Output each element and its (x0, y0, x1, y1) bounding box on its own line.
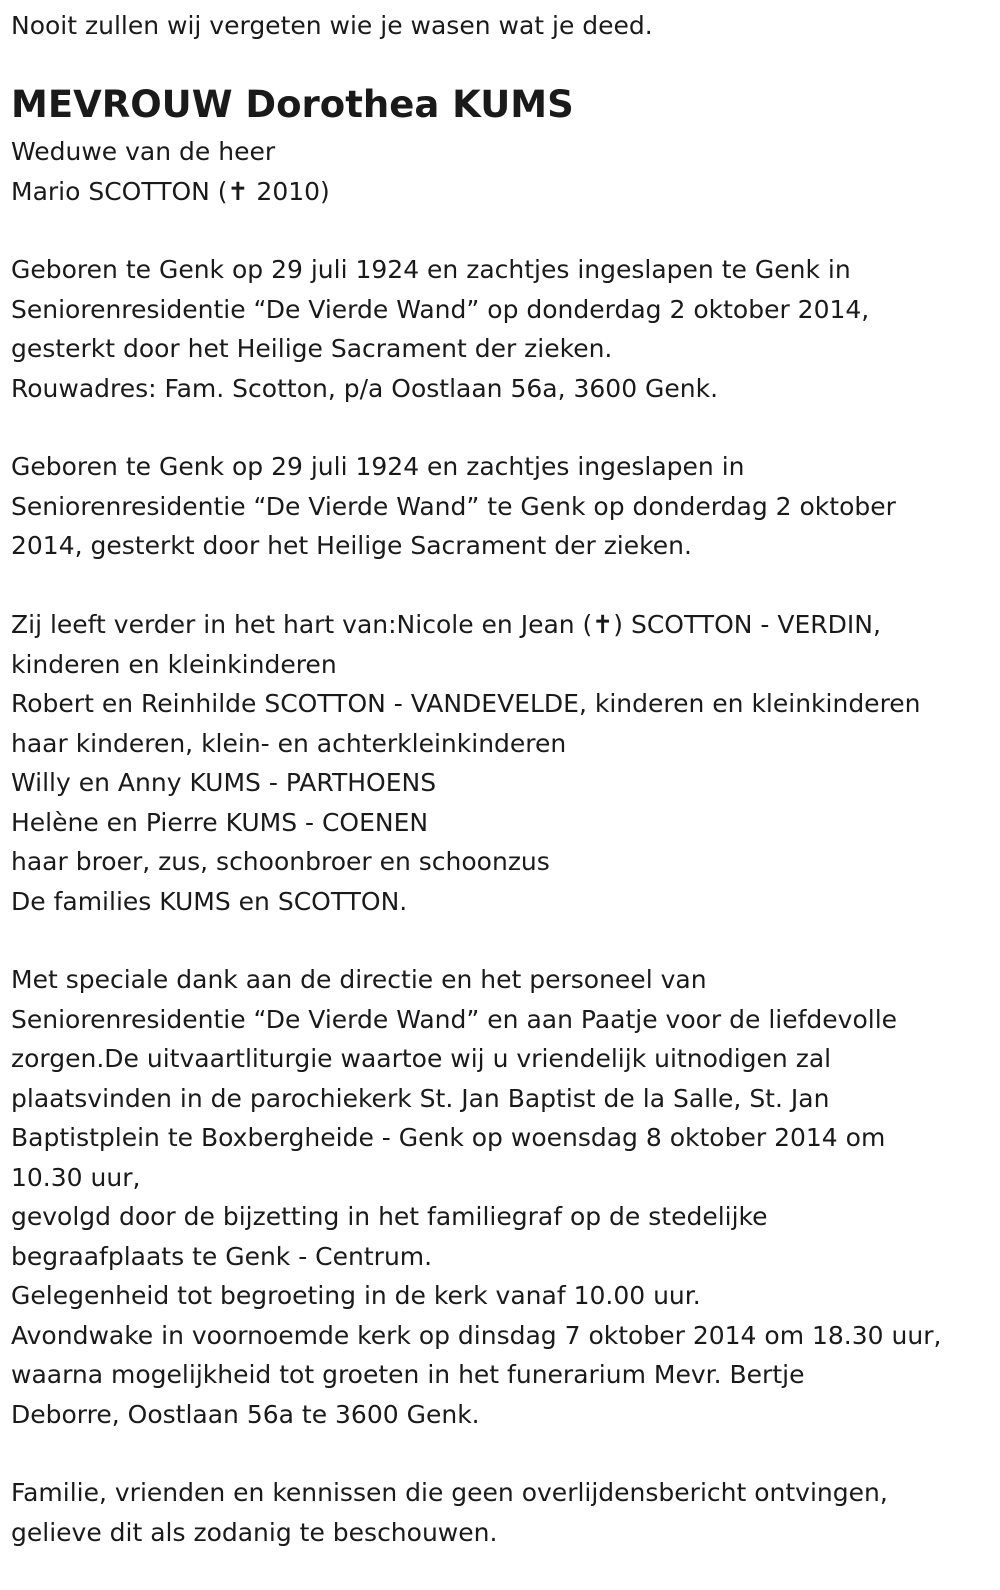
subtitle-line: Weduwe van de heer (11, 137, 276, 166)
family-line: Zij leeft verder in het hart van:Nicole en Jean (✝) SCOTTON - VERDIN, (11, 610, 881, 639)
text-line: begraafplaats te Genk - Centrum. (11, 1241, 433, 1271)
text-line: Baptistplein te Boxbergheide - Genk op woensdag 8 oktober 2014 om (11, 1123, 886, 1152)
family-paragraph (11, 605, 921, 921)
intro-quote: Nooit zullen wij vergeten wie je wasen wat je deed. (11, 11, 653, 40)
text-line: Deborre, Oostlaan 56a te 3600 Genk. (11, 1399, 480, 1429)
family-line: haar broer, zus, schoonbroer en schoonzus (11, 847, 550, 876)
text-line: Geboren te Genk op 29 juli 1924 en zachtjes ingeslapen te Genk in (11, 255, 851, 284)
text-line: Geboren te Genk op 29 juli 1924 en zachtjes ingeslapen in (11, 452, 745, 481)
birth-paragraph-1 (11, 250, 869, 408)
text-line: Seniorenresidentie “De Vierde Wand” en aan Paatje voor de liefdevolle (11, 1004, 898, 1034)
thanks-and-ceremony-paragraph (11, 960, 941, 1434)
family-line: De families KUMS en SCOTTON. (11, 886, 408, 916)
text-line: waarna mogelijkheid tot groeten in het funerarium Mevr. Bertje (11, 1360, 805, 1389)
text-line: 10.30 uur, (11, 1162, 141, 1192)
family-line: Robert en Reinhilde SCOTTON - VANDEVELDE, kinderen en kleinkinderen (11, 689, 921, 718)
family-line: Willy en Anny KUMS - PARTHOENS (11, 768, 437, 797)
mourning-address: Rouwadres: Fam. Scotton, p/a Oostlaan 56a, 3600 Genk. (11, 373, 719, 403)
text-line: gelieve dit als zodanig te beschouwen. (11, 1517, 498, 1547)
birth-paragraph-2 (11, 447, 896, 566)
text-line: 2014, gesterkt door het Heilige Sacrament der zieken. (11, 531, 692, 560)
text-line: Avondwake in voornoemde kerk op dinsdag 7 oktober 2014 om 18.30 uur, (11, 1320, 942, 1350)
family-line: Helène en Pierre KUMS - COENEN (11, 807, 429, 837)
text-line: plaatsvinden in de parochiekerk St. Jan Baptist de la Salle, St. Jan (11, 1083, 830, 1113)
text-line: gesterkt door het Heilige Sacrament der zieken. (11, 334, 613, 363)
text-line: Familie, vrienden en kennissen die geen overlijdensbericht ontvingen, (11, 1478, 888, 1507)
text-line: Seniorenresidentie “De Vierde Wand” op donderdag 2 oktober 2014, (11, 294, 870, 324)
family-line: kinderen en kleinkinderen (11, 649, 337, 679)
family-line: haar kinderen, klein- en achterkleinkinderen (11, 728, 567, 758)
text-line: zorgen.De uitvaartliturgie waartoe wij u vriendelijk uitnodigen zal (11, 1044, 832, 1073)
text-line: Met speciale dank aan de directie en het personeel van (11, 965, 707, 994)
text-line: Gelegenheid tot begroeting in de kerk vanaf 10.00 uur. (11, 1281, 701, 1310)
subtitle-block (11, 132, 330, 211)
text-line: Seniorenresidentie “De Vierde Wand” te Genk op donderdag 2 oktober (11, 491, 896, 521)
page-title: MEVROUW Dorothea KUMS (11, 83, 574, 126)
closing-paragraph (11, 1473, 888, 1552)
subtitle-line: Mario SCOTTON (✝ 2010) (11, 176, 330, 206)
text-line: gevolgd door de bijzetting in het familiegraf op de stedelijke (11, 1202, 768, 1231)
